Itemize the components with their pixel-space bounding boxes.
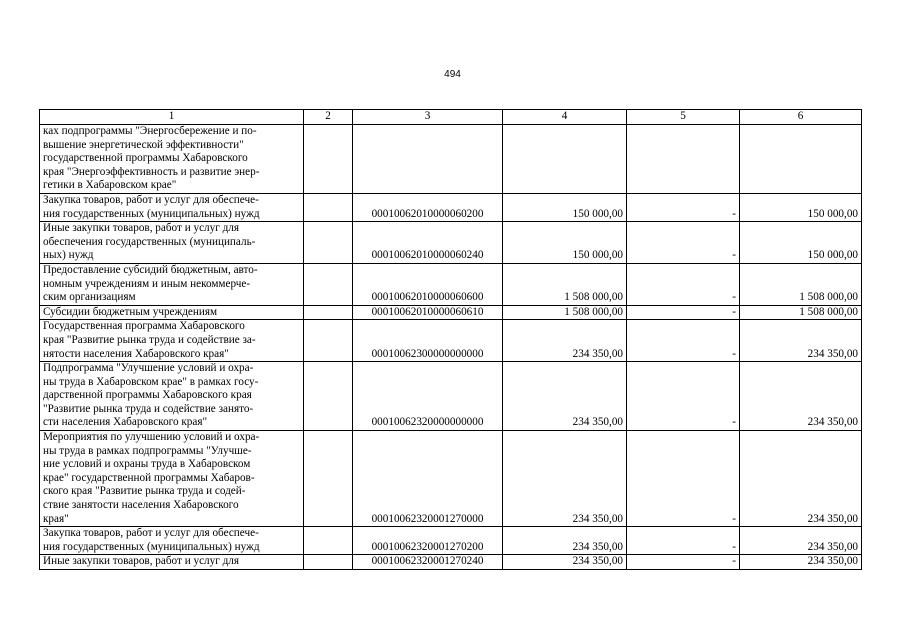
- row-col2: [304, 527, 353, 555]
- description-line: Закупка товаров, работ и услуг для обеспече-: [43, 527, 259, 540]
- row-amount-6: 234 350,00: [740, 555, 862, 570]
- description-line: Предоставление субсидий бюджетным, авто-: [43, 263, 258, 276]
- description-line: гетики в Хабаровском крае": [43, 179, 177, 192]
- row-amount-5: -: [627, 362, 740, 431]
- row-code: 00010062320001270200: [353, 527, 503, 555]
- row-code: 00010062010000060600: [353, 263, 503, 305]
- row-amount-5: -: [627, 431, 740, 527]
- row-amount-5: [627, 125, 740, 194]
- budget-table: [39, 109, 862, 570]
- table-row: [40, 431, 862, 527]
- column-header-1: 1: [40, 110, 304, 125]
- description-line: Иные закупки товаров, работ и услуг для: [43, 222, 240, 235]
- description-line: Субсидии бюджетным учреждениям: [43, 305, 218, 318]
- row-code: 00010062010000060200: [353, 193, 503, 221]
- row-col2: [304, 320, 353, 362]
- description-line: края "Энергоэффективность и развитие энер-: [43, 165, 260, 178]
- table-row: [40, 362, 862, 431]
- table-row: [40, 263, 862, 305]
- row-description: [40, 320, 304, 362]
- row-amount-6: 234 350,00: [740, 320, 862, 362]
- description-line: ствие занятости населения Хабаровского: [43, 499, 239, 512]
- row-amount-6: 234 350,00: [740, 431, 862, 527]
- row-col2: [304, 305, 353, 320]
- description-line: ского края "Развитие рынка труда и содей-: [43, 485, 246, 498]
- column-header-2: 2: [304, 110, 353, 125]
- column-header-4: 4: [503, 110, 627, 125]
- description-line: ния государственных (муниципальных) нужд: [43, 207, 260, 220]
- row-amount-4: 1 508 000,00: [503, 263, 627, 305]
- row-amount-5: -: [627, 527, 740, 555]
- table-row: [40, 320, 862, 362]
- row-amount-6: 150 000,00: [740, 222, 862, 264]
- row-col2: [304, 362, 353, 431]
- description-line: номным учреждениям и иным некоммерче-: [43, 277, 251, 290]
- header-row: [40, 110, 862, 125]
- description-line: ных) нужд: [43, 249, 94, 262]
- row-description: [40, 193, 304, 221]
- row-col2: [304, 555, 353, 570]
- row-code: 00010062300000000000: [353, 320, 503, 362]
- row-amount-6: 150 000,00: [740, 193, 862, 221]
- row-code: 00010062320001270240: [353, 555, 503, 570]
- row-amount-4: 234 350,00: [503, 555, 627, 570]
- row-description: [40, 362, 304, 431]
- row-code: [353, 125, 503, 194]
- column-header-3: 3: [353, 110, 503, 125]
- row-amount-6: 234 350,00: [740, 362, 862, 431]
- table-row: [40, 527, 862, 555]
- row-code: 00010062010000060610: [353, 305, 503, 320]
- description-line: ках подпрограммы "Энергосбережение и по-: [43, 125, 257, 137]
- table-row: [40, 305, 862, 320]
- description-line: Государственная программа Хабаровского: [43, 320, 245, 333]
- table-row: [40, 125, 862, 194]
- row-amount-6: 1 508 000,00: [740, 263, 862, 305]
- row-amount-5: -: [627, 555, 740, 570]
- row-code: 00010062320001270000: [353, 431, 503, 527]
- row-amount-5: -: [627, 305, 740, 320]
- row-description: [40, 305, 304, 320]
- row-col2: [304, 222, 353, 264]
- description-line: края": [43, 512, 69, 525]
- description-line: дарственной программы Хабаровского края: [43, 389, 252, 402]
- row-amount-5: -: [627, 222, 740, 264]
- table-row: [40, 193, 862, 221]
- row-amount-4: 234 350,00: [503, 320, 627, 362]
- row-description: [40, 125, 304, 194]
- row-amount-4: [503, 125, 627, 194]
- row-description: [40, 555, 304, 570]
- row-amount-5: -: [627, 263, 740, 305]
- row-amount-4: 150 000,00: [503, 193, 627, 221]
- row-amount-4: 234 350,00: [503, 431, 627, 527]
- row-col2: [304, 193, 353, 221]
- table-row: [40, 555, 862, 570]
- description-line: Мероприятия по улучшению условий и охра-: [43, 431, 260, 444]
- row-col2: [304, 431, 353, 527]
- row-code: 00010062320000000000: [353, 362, 503, 431]
- page-number: 494: [444, 69, 461, 80]
- row-amount-4: 1 508 000,00: [503, 305, 627, 320]
- description-line: нятости населения Хабаровского края": [43, 347, 229, 360]
- description-line: края "Развитие рынка труда и содействие за-: [43, 333, 256, 346]
- description-line: ским организациям: [43, 291, 136, 304]
- description-line: Подпрограмма "Улучшение условий и охра-: [43, 362, 254, 375]
- description-line: ние условий и охраны труда в Хабаровском: [43, 458, 251, 471]
- row-description: [40, 263, 304, 305]
- description-line: сти населения Хабаровского края": [43, 416, 208, 429]
- description-line: ния государственных (муниципальных) нужд: [43, 540, 260, 553]
- description-line: вышение энергетической эффективности": [43, 138, 244, 151]
- row-code: 00010062010000060240: [353, 222, 503, 264]
- row-amount-6: [740, 125, 862, 194]
- row-amount-4: 234 350,00: [503, 527, 627, 555]
- description-line: государственной программы Хабаровского: [43, 152, 248, 165]
- description-line: "Развитие рынка труда и содействие занято-: [43, 402, 254, 415]
- table-body: [40, 125, 862, 570]
- row-description: [40, 527, 304, 555]
- row-amount-5: -: [627, 193, 740, 221]
- description-line: Иные закупки товаров, работ и услуг для: [43, 555, 240, 568]
- row-amount-6: 234 350,00: [740, 527, 862, 555]
- row-description: [40, 222, 304, 264]
- row-amount-4: 150 000,00: [503, 222, 627, 264]
- description-line: обеспечения государственных (муниципаль-: [43, 235, 256, 248]
- table-row: [40, 222, 862, 264]
- row-col2: [304, 263, 353, 305]
- row-amount-5: -: [627, 320, 740, 362]
- column-header-5: 5: [627, 110, 740, 125]
- description-line: крае" государственной программы Хабаров-: [43, 471, 255, 484]
- description-line: ны труда в рамках подпрограммы "Улучше-: [43, 444, 252, 457]
- row-amount-4: 234 350,00: [503, 362, 627, 431]
- column-header-6: 6: [740, 110, 862, 125]
- description-line: ны труда в Хабаровском крае" в рамках госу-: [43, 375, 259, 388]
- row-col2: [304, 125, 353, 194]
- row-description: [40, 431, 304, 527]
- row-amount-6: 1 508 000,00: [740, 305, 862, 320]
- description-line: Закупка товаров, работ и услуг для обеспече-: [43, 193, 259, 206]
